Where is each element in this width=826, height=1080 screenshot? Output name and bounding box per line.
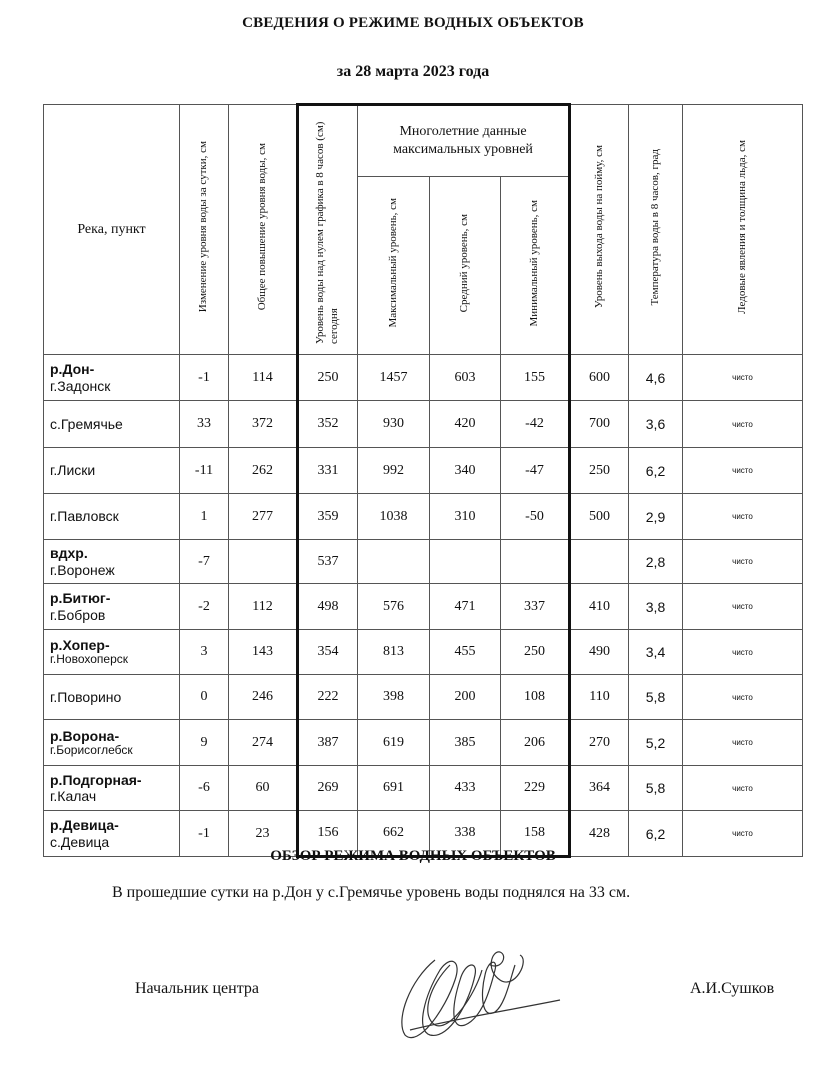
water-regime-table [43,103,803,858]
cell-ice: чисто [683,675,803,720]
cell-max: 398 [358,675,430,720]
cell-max: 930 [358,401,430,448]
cell-max: 1038 [358,494,430,540]
document-date: за 28 марта 2023 года [336,63,490,80]
cell-max: 619 [358,720,430,766]
cell-change: 33 [180,401,229,448]
cell-flood: 364 [570,766,629,811]
cell-min: 337 [501,584,570,630]
cell-level: 222 [298,675,358,720]
header-ice: Ледовые явления и толщина льда, см [683,105,803,355]
cell-mid: 471 [430,584,501,630]
signer-position: Начальник центра [135,980,259,997]
cell-mid: 340 [430,448,501,494]
cell-river-point [44,494,180,540]
cell-mid: 385 [430,720,501,766]
table-row [44,401,803,448]
cell-river-point [44,766,180,811]
cell-temp: 3,6 [629,401,683,448]
point-name: г.Воронеж [50,561,115,578]
cell-level: 269 [298,766,358,811]
cell-temp: 5,8 [629,675,683,720]
cell-ice: чисто [683,540,803,584]
river-name: р.Битюг- [50,590,111,607]
cell-mid: 338 [430,811,501,857]
cell-level: 156 [298,811,358,857]
cell-ice: чисто [683,584,803,630]
cell-mid: 200 [430,675,501,720]
cell-min [501,540,570,584]
table-row [44,584,803,630]
cell-flood [570,540,629,584]
cell-temp: 5,2 [629,720,683,766]
point-name: г.Лиски [50,462,96,479]
point-name: г.Новохоперск [50,652,128,667]
point-name: г.Задонск [50,377,111,394]
cell-level: 354 [298,630,358,675]
river-name: р.Подгорная- [50,771,142,788]
point-name: с.Гремячье [50,415,123,432]
cell-max: 576 [358,584,430,630]
cell-mid: 455 [430,630,501,675]
cell-temp: 3,8 [629,584,683,630]
cell-change: -2 [180,584,229,630]
cell-change: -11 [180,448,229,494]
cell-rise: 112 [229,584,298,630]
cell-max: 813 [358,630,430,675]
cell-level: 352 [298,401,358,448]
header-level: Уровень воды над нулем графика в 8 часов (см) сегодня [298,105,358,355]
cell-temp: 4,6 [629,355,683,401]
signer-name: А.И.Сушков [690,980,775,997]
cell-rise: 114 [229,355,298,401]
signature-image [390,940,590,1050]
table-row [44,448,803,494]
review-title: ОБЗОР РЕЖИМА ВОДНЫХ ОБЪЕКТОВ [270,848,556,864]
cell-flood: 250 [570,448,629,494]
point-name: г.Калач [50,788,97,804]
header-rise: Общее повышение уровня воды, см [229,105,298,355]
point-name: с.Девица [50,833,110,850]
cell-max [358,540,430,584]
cell-change: -6 [180,766,229,811]
cell-rise: 23 [229,811,298,857]
cell-min: -47 [501,448,570,494]
cell-min: 158 [501,811,570,857]
header-max: Максимальный уровень, см [358,177,430,355]
cell-ice: чисто [683,494,803,540]
cell-rise: 143 [229,630,298,675]
cell-flood: 110 [570,675,629,720]
cell-ice: чисто [683,401,803,448]
cell-change: -7 [180,540,229,584]
point-name: г.Бобров [50,606,106,623]
cell-ice: чисто [683,766,803,811]
cell-max: 992 [358,448,430,494]
header-temp: Температура воды в 8 часов, град [629,105,683,355]
table-row [44,630,803,675]
cell-river-point [44,401,180,448]
point-name: г.Борисоглебск [50,742,133,757]
point-name: г.Поворино [50,688,122,705]
cell-min: 108 [501,675,570,720]
cell-min: 206 [501,720,570,766]
cell-level: 331 [298,448,358,494]
cell-river-point [44,584,180,630]
cell-change: 3 [180,630,229,675]
cell-flood: 410 [570,584,629,630]
cell-mid [430,540,501,584]
cell-change: 1 [180,494,229,540]
table-row [44,355,803,401]
cell-temp: 6,2 [629,811,683,857]
cell-min: 155 [501,355,570,401]
cell-rise: 60 [229,766,298,811]
cell-level: 359 [298,494,358,540]
cell-max: 691 [358,766,430,811]
cell-ice: чисто [683,811,803,857]
river-name: р.Девица- [50,817,119,834]
cell-min: -50 [501,494,570,540]
table-row [44,720,803,766]
cell-level: 498 [298,584,358,630]
cell-change: -1 [180,811,229,857]
cell-mid: 433 [430,766,501,811]
cell-ice: чисто [683,355,803,401]
cell-flood: 500 [570,494,629,540]
cell-change: 9 [180,720,229,766]
cell-temp: 2,9 [629,494,683,540]
cell-ice: чисто [683,720,803,766]
header-min: Минимальный уровень, см [501,177,570,355]
cell-ice: чисто [683,448,803,494]
cell-mid: 420 [430,401,501,448]
cell-flood: 490 [570,630,629,675]
cell-temp: 2,8 [629,540,683,584]
point-name: г.Павловск [50,508,119,525]
cell-mid: 310 [430,494,501,540]
cell-mid: 603 [430,355,501,401]
cell-level: 387 [298,720,358,766]
cell-river-point [44,355,180,401]
cell-temp: 5,8 [629,766,683,811]
header-river: Река, пункт [44,105,180,355]
cell-change: -1 [180,355,229,401]
header-mid: Средний уровень, см [430,177,501,355]
cell-level: 250 [298,355,358,401]
cell-ice: чисто [683,630,803,675]
cell-flood: 270 [570,720,629,766]
header-flood: Уровень выхода воды на пойму, см [570,105,629,355]
river-name: р.Ворона- [50,727,120,744]
cell-rise: 277 [229,494,298,540]
cell-river-point [44,540,180,584]
cell-flood: 600 [570,355,629,401]
cell-temp: 6,2 [629,448,683,494]
header-change: Изменение уровня воды за сутки, см [180,105,229,355]
cell-rise: 246 [229,675,298,720]
cell-river-point [44,720,180,766]
cell-river-point [44,675,180,720]
cell-change: 0 [180,675,229,720]
cell-max: 1457 [358,355,430,401]
document-title: СВЕДЕНИЯ О РЕЖИМЕ ВОДНЫХ ОБЪЕКТОВ [242,15,584,31]
table-row [44,766,803,811]
table-row [44,494,803,540]
cell-river-point [44,630,180,675]
header-multi: Многолетние данные максимальных уровней [358,105,570,177]
cell-max: 662 [358,811,430,857]
table-row [44,675,803,720]
cell-min: 250 [501,630,570,675]
cell-rise: 262 [229,448,298,494]
review-text: В прошедшие сутки на р.Дон у с.Гремячье уровень воды поднялся на 33 см. [112,884,631,901]
cell-river-point [44,448,180,494]
cell-min: 229 [501,766,570,811]
cell-rise: 274 [229,720,298,766]
cell-rise: 372 [229,401,298,448]
river-name: р.Дон- [50,361,95,378]
river-name: р.Хопер- [50,637,110,654]
cell-temp: 3,4 [629,630,683,675]
cell-flood: 700 [570,401,629,448]
cell-min: -42 [501,401,570,448]
cell-rise [229,540,298,584]
cell-flood: 428 [570,811,629,857]
table-row [44,540,803,584]
river-name: вдхр. [50,545,88,562]
cell-level: 537 [298,540,358,584]
